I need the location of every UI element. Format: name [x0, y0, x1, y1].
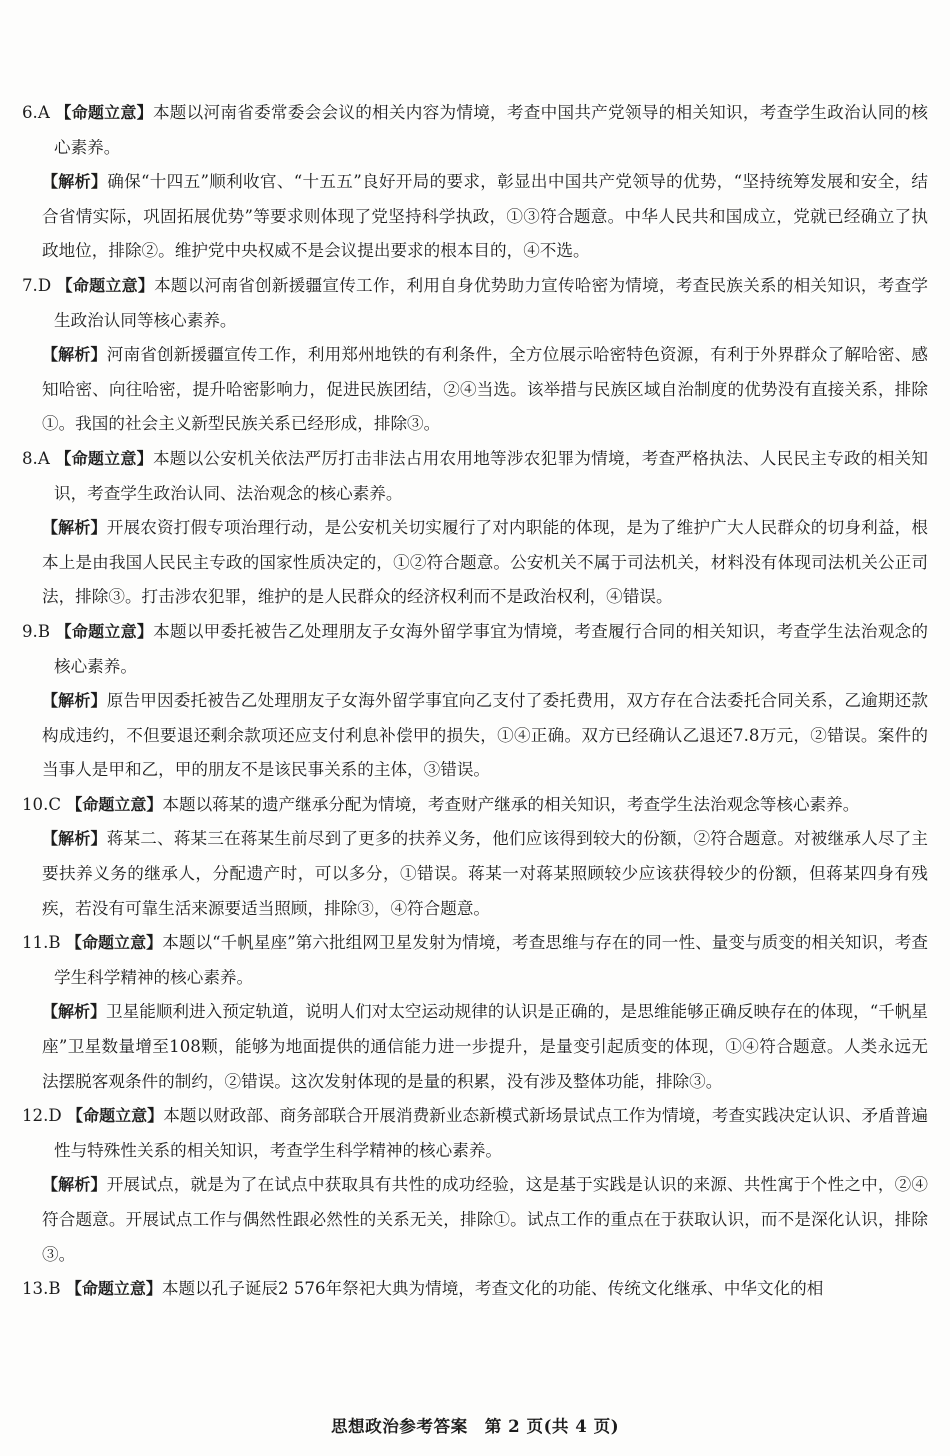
purpose-text: 本题以蒋某的遗产继承分配为情境，考查财产继承的相关知识，考查学生法治观念等核心素养。 — [162, 794, 860, 814]
question-purpose — [22, 1272, 928, 1307]
answer-number: 13.B — [22, 1279, 61, 1299]
question-purpose — [22, 788, 928, 823]
purpose-text: 本题以河南省创新援疆宣传工作，利用自身优势助力宣传哈密为情境，考查民族关系的相关知识，考查学生政治认同等核心素养。 — [54, 275, 928, 330]
answer-number: 9.B — [22, 621, 51, 641]
answer-number: 12.D — [22, 1106, 62, 1126]
analysis-text: 蒋某二、蒋某三在蒋某生前尽到了更多的扶养义务，他们应该得到较大的份额，②符合题意。对被继承人尽了主要扶养义务的继承人，分配遗产时，可以多分，①错误。蒋某一对蒋某照顾较少应该获得较少的份额，但蒋某四身有残疾，若没有可靠生活来源要适当照顾，排除③，④符合题意。 — [42, 829, 928, 918]
answer-content — [22, 96, 928, 1307]
question-purpose — [22, 442, 928, 511]
analysis-tag: 【解析】 — [42, 518, 107, 538]
answer-number: 10.C — [22, 794, 62, 814]
answer-item-12 — [22, 1099, 928, 1272]
answer-item-13 — [22, 1272, 928, 1307]
purpose-tag: 【命题立意】 — [65, 1279, 162, 1299]
answer-number: 11.B — [22, 933, 61, 953]
purpose-text: 本题以公安机关依法严厉打击非法占用农用地等涉农犯罪为情境，考查严格执法、人民民主专政的相关知识，考查学生政治认同、法治观念的核心素养。 — [54, 448, 928, 503]
purpose-text: 本题以河南省委常委会会议的相关内容为情境，考查中国共产党领导的相关知识，考查学生政治认同的核心素养。 — [54, 103, 928, 157]
purpose-text: 本题以“千帆星座”第六批组网卫星发射为情境，考查思维与存在的同一性、量变与质变的相关知识，考查学生科学精神的核心素养。 — [54, 933, 928, 987]
purpose-text: 本题以孔子诞辰2 576年祭祀大典为情境，考查文化的功能、传统文化继承、中华文化的相 — [161, 1279, 824, 1299]
question-purpose — [22, 269, 928, 338]
analysis-tag: 【解析】 — [42, 172, 108, 192]
analysis-text: 河南省创新援疆宣传工作，利用郑州地铁的有利条件，全方位展示哈密特色资源，有利于外界群众了解哈密、感知哈密、向往哈密，提升哈密影响力，促进民族团结，②④当选。该举措与民族区域自治制度的优势没有直接关系，排除①。我国的社会主义新型民族关系已经形成，排除③。 — [42, 345, 928, 434]
analysis-tag: 【解析】 — [42, 1175, 107, 1195]
purpose-tag: 【命题立意】 — [56, 275, 155, 295]
analysis-text: 开展试点，就是为了在试点中获取具有共性的成功经验，这是基于实践是认识的来源、共性寓于个性之中，②④符合题意。开展试点工作与偶然性跟必然性的关系无关，排除①。试点工作的重点在于获取认识，而不是深化认识，排除③。 — [42, 1175, 928, 1264]
purpose-tag: 【命题立意】 — [55, 103, 153, 122]
analysis-text: 开展农资打假专项治理行动，是公安机关切实履行了对内职能的体现，是为了维护广大人民群众的切身利益，根本上是由我国人民民主专政的国家性质决定的，①②符合题意。公安机关不属于司法机关，材料没有体现司法机关公正司法，排除③。打击涉农犯罪，维护的是人民群众的经济权利而不是政治权利，④错误。 — [42, 518, 928, 607]
question-purpose — [22, 1099, 928, 1168]
question-purpose — [22, 615, 928, 684]
answer-item-10 — [22, 788, 928, 926]
question-analysis — [22, 995, 928, 1099]
purpose-tag: 【命题立意】 — [55, 621, 154, 641]
question-analysis — [22, 165, 928, 269]
page-footer: 思想政治参考答案 第 2 页(共 4 页) — [330, 1416, 620, 1436]
analysis-tag: 【解析】 — [42, 1002, 107, 1022]
question-analysis — [22, 511, 928, 615]
purpose-tag: 【命题立意】 — [67, 1106, 164, 1126]
analysis-text: 确保“十四五”顺利收官、“十五五”良好开局的要求，彰显出中国共产党领导的优势，“坚持统筹发展和安全，结合省情实际，巩固拓展优势”等要求则体现了党坚持科学执政，①③符合题意。中华人民共和国成立，党就已经确立了执政地位，排除②。维护党中央权威不是会议提出要求的根本目的，④不选。 — [42, 172, 928, 261]
analysis-tag: 【解析】 — [42, 691, 107, 711]
answer-item-9 — [22, 615, 928, 788]
analysis-tag: 【解析】 — [42, 345, 107, 365]
purpose-tag: 【命题立意】 — [65, 933, 163, 953]
answer-number: 6.A — [22, 103, 50, 122]
purpose-tag: 【命题立意】 — [55, 448, 153, 468]
purpose-tag: 【命题立意】 — [66, 794, 163, 814]
answer-item-6 — [22, 96, 928, 269]
answer-number: 8.A — [22, 448, 50, 468]
analysis-tag: 【解析】 — [42, 829, 107, 849]
answer-number: 7.D — [22, 275, 52, 295]
analysis-text: 卫星能顺利进入预定轨道，说明人们对太空运动规律的认识是正确的，是思维能够正确反映存在的体现，“千帆星座”卫星数量增至108颗，能够为地面提供的通信能力进一步提升，是量变引起质变的体现，①④符合题意。人类永远无法摆脱客观条件的制约，②错误。这次发射体现的是量的积累，没有涉及整体功能，排除③。 — [42, 1002, 928, 1091]
question-analysis — [22, 822, 928, 926]
purpose-text: 本题以甲委托被告乙处理朋友子女海外留学事宜为情境，考查履行合同的相关知识，考查学生法治观念的核心素养。 — [54, 621, 928, 676]
question-analysis — [22, 338, 928, 442]
answer-item-11 — [22, 926, 928, 1099]
analysis-text: 原告甲因委托被告乙处理朋友子女海外留学事宜向乙支付了委托费用，双方存在合法委托合同关系，乙逾期还款构成违约，不但要退还剩余款项还应支付利息补偿甲的损失，①④正确。双方已经确认乙退还7.8万元，②错误。案件的当事人是甲和乙，甲的朋友不是该民事关系的主体，③错误。 — [42, 691, 928, 780]
purpose-text: 本题以财政部、商务部联合开展消费新业态新模式新场景试点工作为情境，考查实践决定认识、矛盾普遍性与特殊性关系的相关知识，考查学生科学精神的核心素养。 — [54, 1106, 928, 1160]
answer-item-7 — [22, 269, 928, 442]
answer-item-8 — [22, 442, 928, 615]
question-purpose — [22, 926, 928, 995]
question-analysis — [22, 1168, 928, 1272]
question-purpose — [22, 96, 928, 165]
question-analysis — [22, 684, 928, 788]
